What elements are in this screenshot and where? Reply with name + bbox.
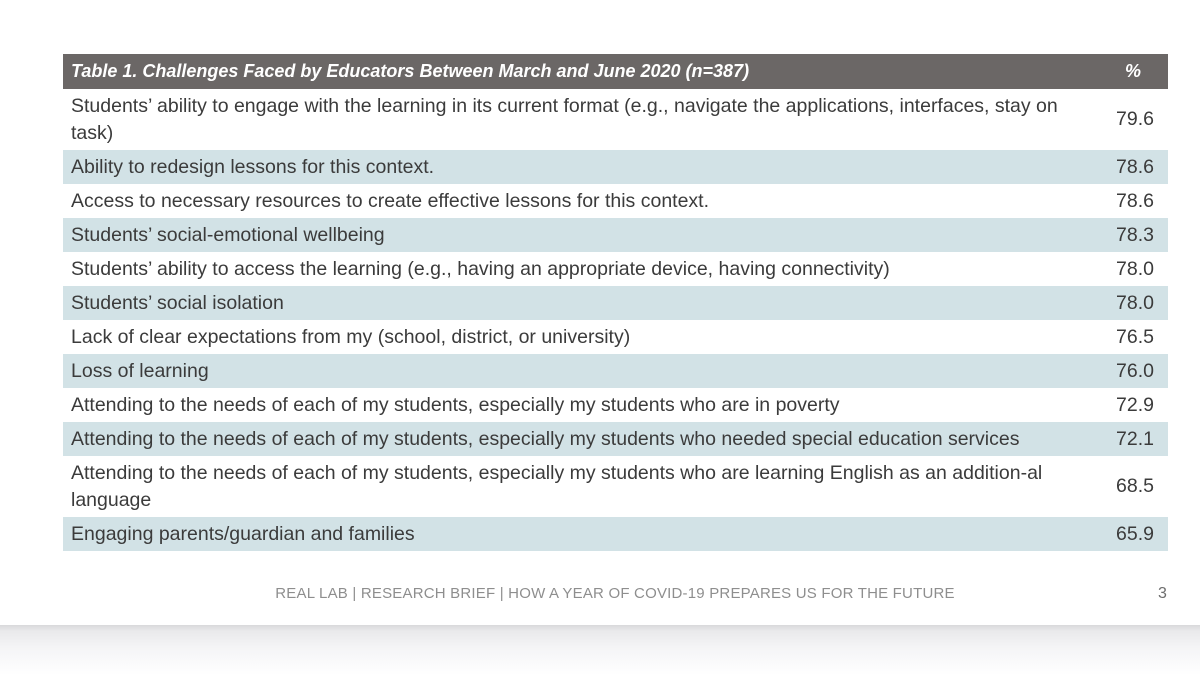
row-label: Students’ social-emotional wellbeing xyxy=(71,223,385,246)
row-value: 78.0 xyxy=(1116,257,1154,280)
row-label: Attending to the needs of each of my students, especially my students who needed special education services xyxy=(71,427,1020,450)
row-label: Ability to redesign lessons for this context. xyxy=(71,155,435,178)
table-row xyxy=(63,218,1168,252)
row-label: Lack of clear expectations from my (school, district, or university) xyxy=(71,325,631,348)
row-label: Attending to the needs of each of my students, especially my students who are learning English as an addition-al language xyxy=(71,461,1043,511)
table-row xyxy=(63,422,1168,456)
row-label: Students’ ability to access the learning (e.g., having an appropriate device, having connectivity) xyxy=(71,257,890,280)
row-value: 78.6 xyxy=(1116,189,1154,212)
table-row xyxy=(63,252,1168,286)
row-value: 78.3 xyxy=(1116,223,1154,246)
row-value: 72.1 xyxy=(1116,427,1154,450)
table-header xyxy=(63,54,1168,89)
row-label: Students’ ability to engage with the learning in its current format (e.g., navigate the applications, interfaces, stay on task) xyxy=(71,94,1058,144)
row-value: 76.5 xyxy=(1116,325,1154,348)
table-row xyxy=(63,456,1168,517)
row-value: 79.6 xyxy=(1116,108,1154,130)
page-footer: REAL LAB | RESEARCH BRIEF | HOW A YEAR OF COVID-19 PREPARES US FOR THE FUTURE xyxy=(275,585,955,602)
row-value: 78.6 xyxy=(1116,155,1154,178)
table-row xyxy=(63,388,1168,422)
viewer-bottom-edge xyxy=(0,625,1200,675)
row-label: Access to necessary resources to create effective lessons for this context. xyxy=(71,189,710,212)
table-row xyxy=(63,184,1168,218)
table-row xyxy=(63,89,1168,150)
row-value: 72.9 xyxy=(1116,393,1154,416)
table-row xyxy=(63,150,1168,184)
row-value: 78.0 xyxy=(1116,291,1154,314)
page-number: 3 xyxy=(1158,585,1167,602)
row-label: Engaging parents/guardian and families xyxy=(71,522,415,545)
row-label: Loss of learning xyxy=(71,359,209,382)
table-row xyxy=(63,354,1168,388)
row-value: 76.0 xyxy=(1116,359,1154,382)
percent-column-header: % xyxy=(1124,61,1141,81)
table-caption: Table 1. Challenges Faced by Educators Between March and June 2020 (n=387) xyxy=(71,61,750,81)
table-row xyxy=(63,517,1168,551)
row-label: Students’ social isolation xyxy=(71,291,284,314)
table-row xyxy=(63,286,1168,320)
challenges-table xyxy=(63,54,1168,551)
row-value: 68.5 xyxy=(1116,475,1154,497)
row-value: 65.9 xyxy=(1116,522,1154,545)
table-row xyxy=(63,320,1168,354)
row-label: Attending to the needs of each of my students, especially my students who are in poverty xyxy=(71,393,840,416)
